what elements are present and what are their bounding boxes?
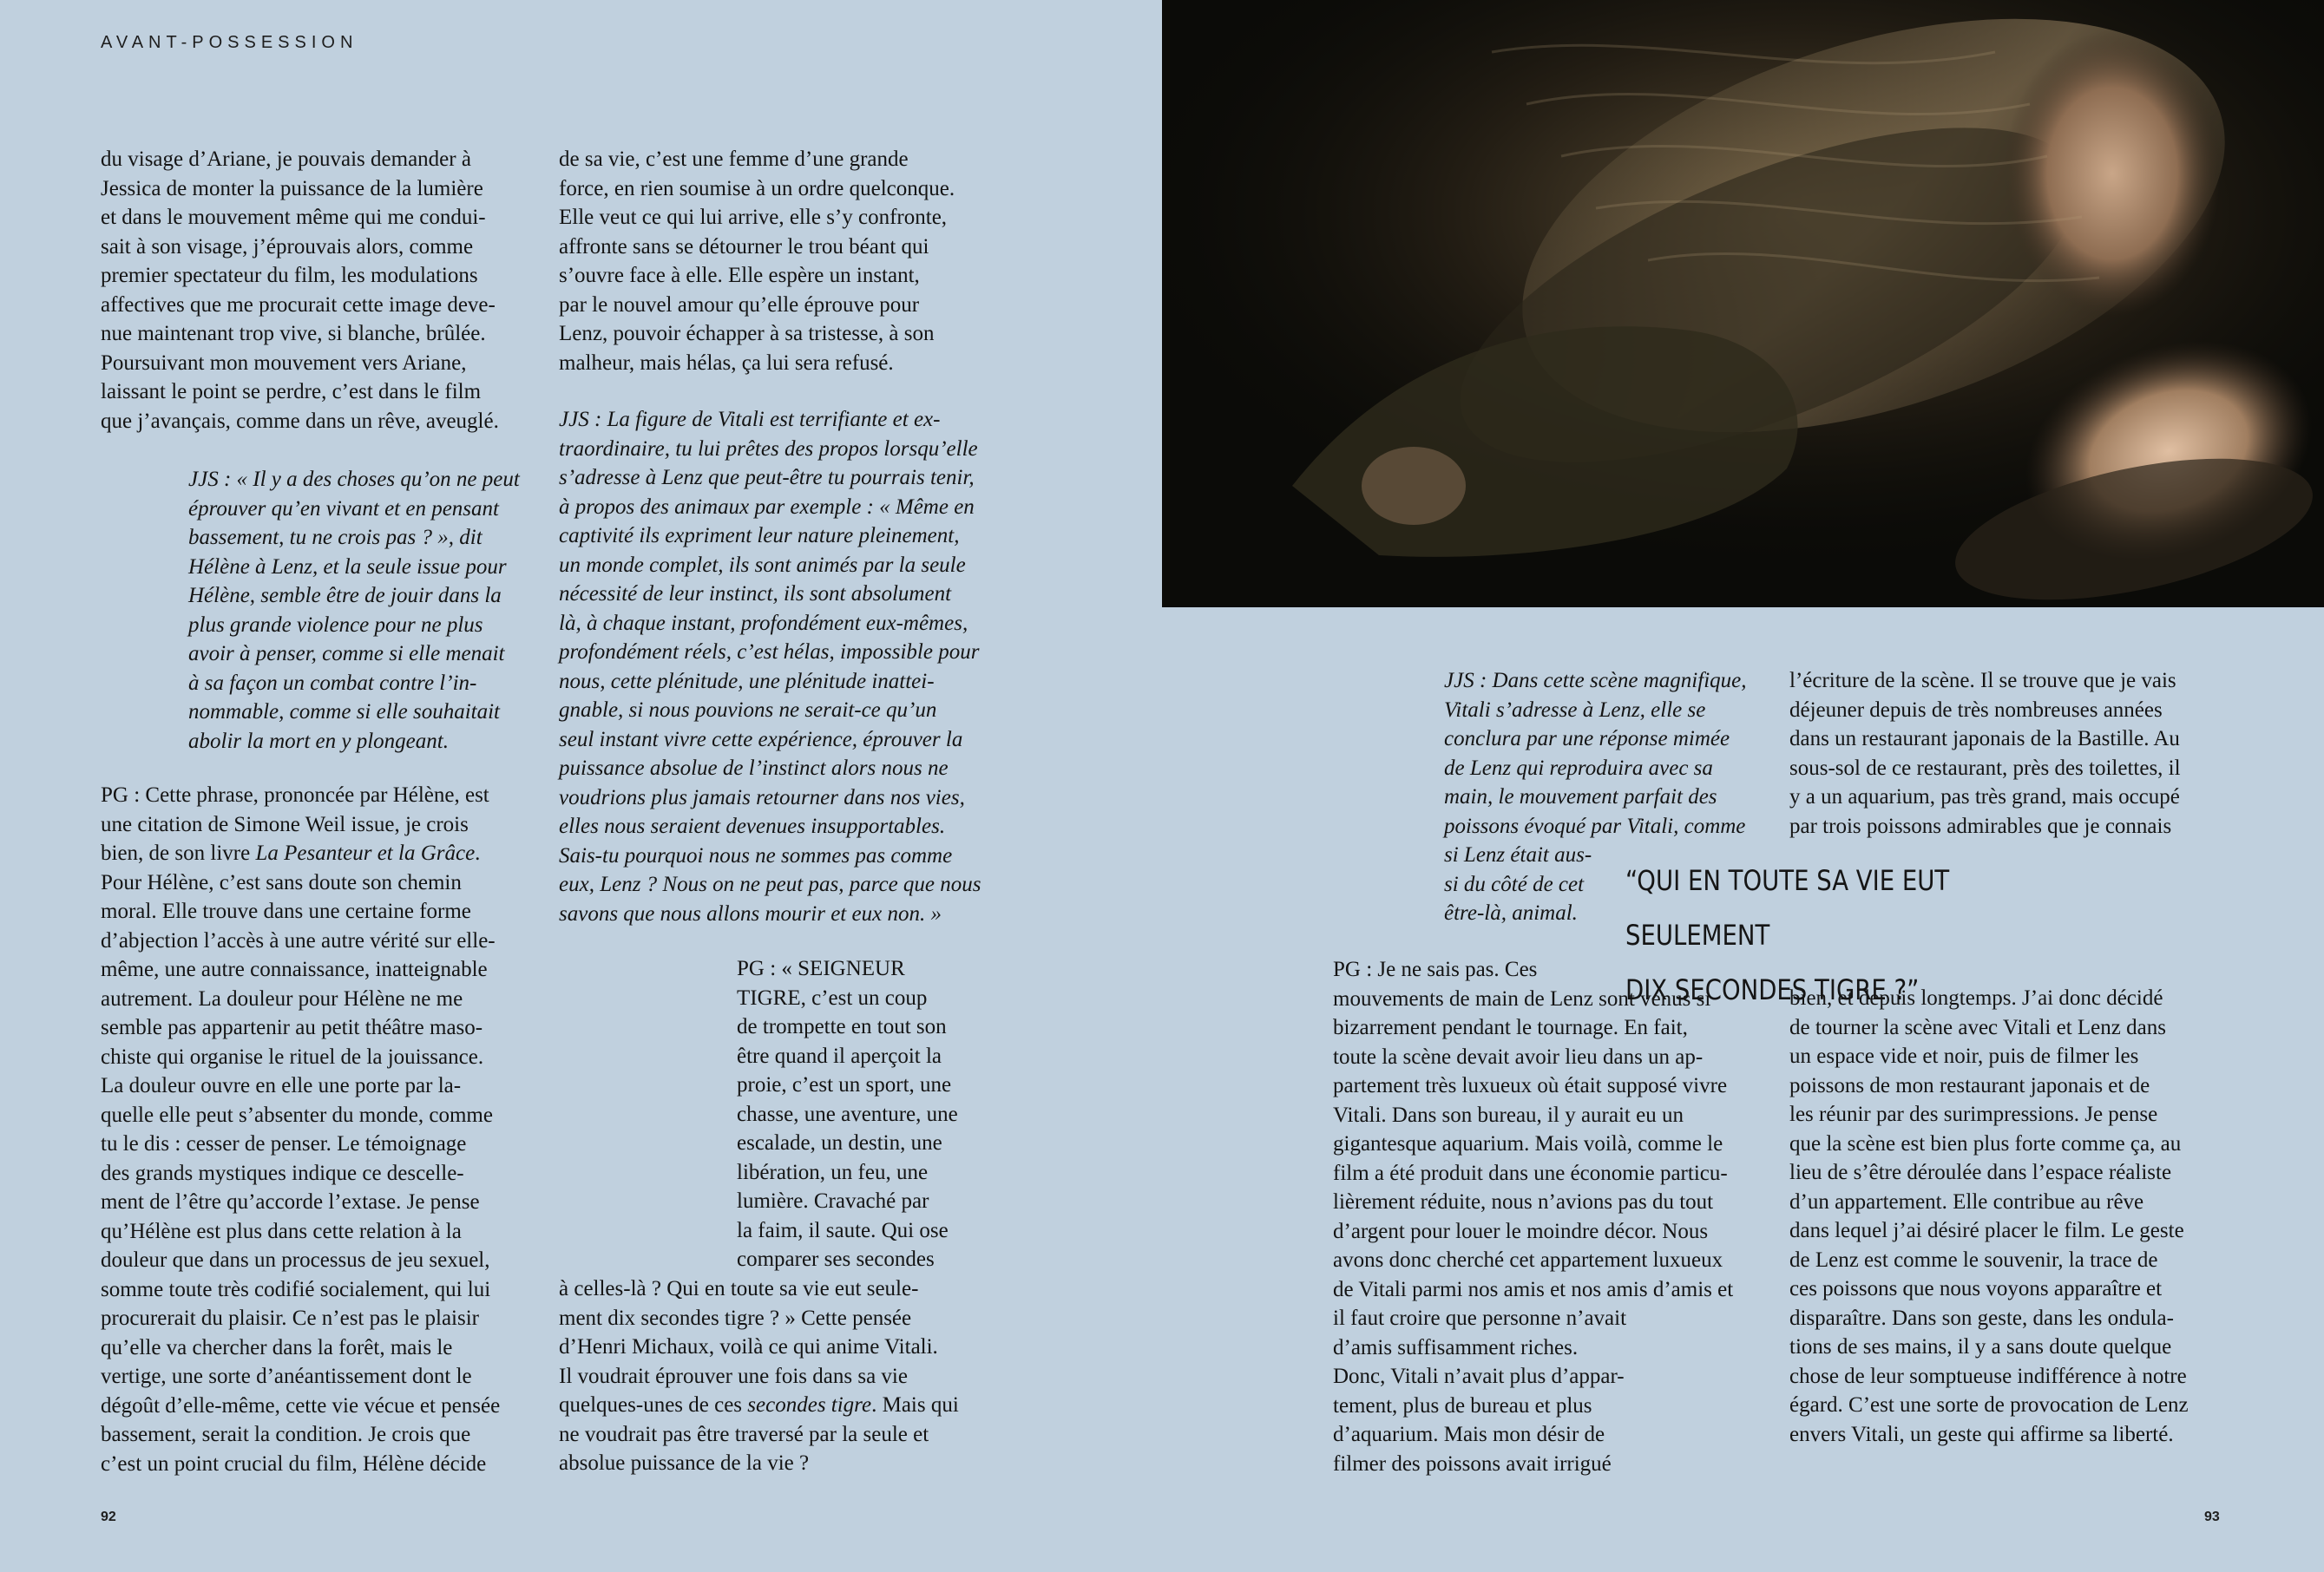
- text-line: Donc, Vitali n’avait plus d’appar-: [1333, 1365, 1625, 1388]
- text-line: à propos des animaux par exemple : « Même en: [559, 495, 975, 519]
- text-line: si du côté de cet: [1444, 872, 1585, 896]
- text-line: de Lenz qui reproduira avec sa: [1444, 756, 1713, 780]
- text-line: captivité ils expriment leur nature pleinement,: [559, 524, 960, 547]
- text-line: un espace vide et noir, puis de filmer les: [1789, 1045, 2139, 1068]
- text-line: avons donc cherché cet appartement luxueux: [1333, 1248, 1723, 1272]
- text-line: et dans le mouvement même qui me condui-: [101, 206, 486, 229]
- text-line: poissons évoqué par Vitali, comme: [1444, 814, 1746, 838]
- text-line: égard. C’est une sorte de provocation de Lenz: [1789, 1393, 2189, 1417]
- emphasis: secondes tigre: [747, 1393, 872, 1417]
- book-title: La Pesanteur et la Grâce: [255, 842, 476, 865]
- page-number-right: 93: [2204, 1510, 2220, 1524]
- pull-quote-line: DIX SECONDES TIGRE ?”: [1625, 973, 1920, 1006]
- text-line: Vitali s’adresse à Lenz, elle se: [1444, 698, 1706, 722]
- text-line: partement très luxueux où était supposé vivre: [1333, 1074, 1728, 1097]
- text-line: Sais-tu pourquoi nous ne sommes pas comme: [559, 843, 953, 868]
- text-line: seul instant vivre cette expérience, éprouver la: [559, 727, 963, 751]
- text-line: ne voudrait pas être traversé par la seule et: [559, 1422, 929, 1446]
- text-run: quelques-unes de ces: [559, 1393, 743, 1417]
- text-line: [101, 839, 535, 868]
- text-line: poissons de mon restaurant japonais et de: [1789, 1073, 2150, 1097]
- text-line: moral. Elle trouve dans une certaine forme: [101, 900, 471, 923]
- text-line: disparaître. Dans son geste, dans les ondula-: [1789, 1306, 2174, 1330]
- pull-quote-line: “QUI EN TOUTE SA VIE EUT SEULEMENT: [1625, 864, 1950, 952]
- text-line: puissance absolue de l’instinct alors nous ne: [559, 757, 949, 780]
- text-line: bizarrement pendant le tournage. En fait,: [1333, 1016, 1688, 1039]
- text-line: Pour Hélène, c’est sans doute son chemin: [101, 870, 462, 894]
- interview-question-2: [559, 405, 1001, 928]
- text-line: profondément réels, c’est hélas, impossible pour: [559, 640, 980, 664]
- text-line: de trompette en tout son: [737, 1015, 947, 1038]
- text-line: ment dix secondes tigre ? » Cette pensée: [559, 1306, 912, 1330]
- text-line: envers Vitali, un geste qui affirme sa liberté.: [1789, 1422, 2174, 1446]
- text-line: s’ouvre face à elle. Elle espère un instant,: [559, 264, 920, 287]
- text-line: de tourner la scène avec Vitali et Lenz dans: [1789, 1015, 2166, 1039]
- text-line: d’Henri Michaux, voilà ce qui anime Vitali.: [559, 1335, 938, 1359]
- text-line: TIGRE, c’est un coup: [737, 986, 928, 1010]
- text-line: La douleur ouvre en elle une porte par la-: [101, 1074, 462, 1097]
- text-line: malheur, mais hélas, ça lui sera refusé.: [559, 350, 894, 375]
- text-line: laissant le point se perdre, c’est dans le film: [101, 380, 482, 403]
- section-header: AVANT-POSSESSION: [101, 33, 358, 52]
- text-line: ment de l’être qu’accorde l’extase. Je pense: [101, 1190, 480, 1214]
- text-line: Poursuivant mon mouvement vers Ariane,: [101, 350, 467, 375]
- text-line: abolir la mort en y plongeant.: [188, 729, 449, 753]
- text-line: Hélène, semble être de jouir dans la: [188, 584, 502, 607]
- text-line: éprouver qu’en vivant et en pensant: [188, 496, 499, 521]
- text-line: elles nous seraient devenues insupportables.: [559, 815, 946, 838]
- text-line: quelle elle peut s’absenter du monde, comme: [101, 1103, 493, 1127]
- text-line: gnable, si nous pouvions ne serait-ce qu’un: [559, 698, 937, 722]
- text-line: mouvements de main de Lenz sont venus si: [1333, 986, 1711, 1011]
- text-line: même, une autre connaissance, inatteignable: [101, 958, 488, 981]
- column-2-end: [559, 1274, 1001, 1478]
- text-line: nue maintenant trop vive, si blanche, brûlée.: [101, 322, 486, 345]
- text-line: à celles-là ? Qui en toute sa vie eut seule-: [559, 1277, 919, 1300]
- text-run: bien, de son livre: [101, 842, 251, 865]
- text-line: procurerait du plaisir. Ce n’est pas le plaisir: [101, 1307, 479, 1330]
- text-line: libération, un feu, une: [737, 1160, 929, 1184]
- text-line: voudrions plus jamais retourner dans nos vies,: [559, 785, 965, 809]
- text-line: tement, plus de bureau et plus: [1333, 1393, 1592, 1418]
- text-line: que j’avançais, comme dans un rêve, aveuglé.: [101, 409, 499, 433]
- text-line: dégoût d’elle-même, cette vie vécue et pensée: [101, 1393, 501, 1418]
- text-line: Jessica de monter la puissance de la lumière: [101, 176, 483, 200]
- text-line: comparer ses secondes: [737, 1248, 935, 1271]
- column-4: [1789, 666, 2241, 841]
- text-line: des grands mystiques indique ce descelle-: [101, 1161, 464, 1185]
- film-still-image: [1162, 0, 2324, 607]
- text-line: s’adresse à Lenz que peut-être tu pourrais tenir,: [559, 466, 975, 489]
- text-line: d’un appartement. Elle contribue au rêve: [1789, 1189, 2144, 1214]
- text-line: Hélène à Lenz, et la seule issue pour: [188, 554, 507, 579]
- text-line: à sa façon un combat contre l’in-: [188, 671, 477, 695]
- text-line: PG : Cette phrase, prononcée par Hélène, est: [101, 783, 489, 807]
- film-still-photo: [1162, 0, 2324, 607]
- text-run: .: [475, 842, 481, 865]
- text-line: dans un restaurant japonais de la Bastille. Au: [1789, 727, 2180, 750]
- text-line: bassement, tu ne crois pas ? », dit: [188, 526, 483, 549]
- text-line: PG : « SEIGNEUR: [737, 957, 905, 980]
- text-line: plus grande violence pour ne plus: [188, 612, 483, 637]
- text-line: absolue puissance de la vie ?: [559, 1451, 810, 1475]
- text-line: par le nouvel amour qu’elle éprouve pour: [559, 292, 920, 317]
- text-line: là, à chaque instant, profondément eux-mêmes,: [559, 611, 968, 635]
- text-line: JJS : « Il y a des choses qu’on ne peut: [188, 468, 520, 491]
- text-line: déjeuner depuis de très nombreuses années: [1789, 698, 2163, 722]
- text-line: traordinaire, tu lui prêtes des propos lorsqu’elle: [559, 436, 978, 461]
- text-line: premier spectateur du film, les modulations: [101, 264, 478, 287]
- text-line: nous, cette plénitude, une plénitude inattei-: [559, 669, 935, 693]
- text-line: chasse, une aventure, une: [737, 1102, 958, 1126]
- text-line: de sa vie, c’est une femme d’une grande: [559, 147, 909, 171]
- text-line: main, le mouvement parfait des: [1444, 785, 1717, 809]
- text-line: si Lenz était aus-: [1444, 843, 1592, 867]
- text-line: chiste qui organise le rituel de la jouissance.: [101, 1045, 484, 1069]
- text-line: qu’elle va chercher dans la forêt, mais le: [101, 1335, 453, 1359]
- text-line: tions de ses mains, il y a sans doute quelque: [1789, 1335, 2172, 1359]
- text-line: un monde complet, ils sont animés par la seule: [559, 553, 966, 577]
- text-line: somme toute très codifié socialement, qui lui: [101, 1277, 491, 1301]
- text-line: lièrement réduite, nous n’avions pas du tout: [1333, 1190, 1714, 1214]
- text-line: la faim, il saute. Qui ose: [737, 1218, 949, 1242]
- text-line: semble pas appartenir au petit théâtre maso-: [101, 1016, 483, 1039]
- text-line: que la scène est bien plus forte comme ça, au: [1789, 1131, 2182, 1156]
- text-line: chose de leur somptueuse indifférence à notre: [1789, 1364, 2187, 1388]
- text-line: avoir à penser, comme si elle menait: [188, 642, 505, 665]
- column-4-continued: [1789, 984, 2241, 1449]
- text-line: affronte sans se détourner le trou béant qui: [559, 234, 929, 259]
- text-line: lumière. Cravaché par: [737, 1189, 929, 1213]
- text-line: les réunir par des surimpressions. Je pense: [1789, 1103, 2158, 1126]
- tiger-quote-block: [737, 954, 1006, 1274]
- text-line: de Lenz est comme le souvenir, la trace de: [1789, 1248, 2158, 1272]
- interview-question-1: [188, 465, 535, 756]
- text-line: l’écriture de la scène. Il se trouve que je vais: [1789, 669, 2176, 692]
- text-line: de Vitali parmi nos amis et nos amis d’amis et: [1333, 1277, 1734, 1301]
- text-line: une citation de Simone Weil issue, je crois: [101, 812, 469, 836]
- text-line: il faut croire que personne n’avait: [1333, 1307, 1627, 1330]
- text-line: ces poissons que nous voyons apparaître et: [1789, 1277, 2163, 1300]
- text-line: nécessité de leur instinct, ils sont absolument: [559, 582, 952, 606]
- text-line: par trois poissons admirables que je connais: [1789, 814, 2172, 838]
- text-line: proie, c’est un sport, une: [737, 1073, 952, 1097]
- text-line: tu le dis : cesser de penser. Le témoignage: [101, 1132, 467, 1156]
- text-line: force, en rien soumise à un ordre quelconque.: [559, 176, 955, 200]
- page-number-left: 92: [101, 1510, 116, 1524]
- text-line: Vitali. Dans son bureau, il y aurait eu un: [1333, 1103, 1684, 1127]
- text-line: vertige, une sorte d’anéantissement dont le: [101, 1365, 472, 1388]
- text-line: conclura par une réponse mimée: [1444, 727, 1730, 750]
- text-line: qu’Hélène est plus dans cette relation à la: [101, 1219, 462, 1243]
- interview-answer-3: [1333, 955, 1767, 1478]
- text-line: sous-sol de ce restaurant, près des toilettes, il: [1789, 756, 2181, 780]
- text-line: bien, et depuis longtemps. J’ai donc décidé: [1789, 986, 2163, 1010]
- text-line: Lenz, pouvoir échapper à sa tristesse, à son: [559, 322, 935, 345]
- text-line: y a un aquarium, pas très grand, mais occupé: [1789, 785, 2180, 809]
- text-line: affectives que me procurait cette image deve-: [101, 292, 496, 317]
- text-line: film a été produit dans une économie particu-: [1333, 1161, 1728, 1185]
- text-line: filmer des poissons avait irrigué: [1333, 1451, 1612, 1476]
- text-line: savons que nous allons mourir et eux non. »: [559, 901, 942, 926]
- text-line: bassement, serait la condition. Je crois que: [101, 1423, 471, 1446]
- text-line: c’est un point crucial du film, Hélène décide: [101, 1451, 487, 1476]
- text-line: gigantesque aquarium. Mais voilà, comme le: [1333, 1132, 1723, 1156]
- text-line: [559, 1391, 1001, 1420]
- text-line: d’aquarium. Mais mon désir de: [1333, 1423, 1605, 1446]
- text-line: JJS : Dans cette scène magnifique,: [1444, 669, 1747, 692]
- text-line: eux, Lenz ? Nous on ne peut pas, parce que nous: [559, 873, 981, 896]
- text-line: autrement. La douleur pour Hélène ne me: [101, 986, 463, 1011]
- text-line: nommable, comme si elle souhaitait: [188, 700, 500, 724]
- text-line: être-là, animal.: [1444, 901, 1578, 925]
- text-line: JJS : La figure de Vitali est terrifiante et ex-: [559, 408, 941, 431]
- text-run: . Mais qui: [871, 1393, 959, 1417]
- text-line: sait à son visage, j’éprouvais alors, comme: [101, 234, 474, 259]
- column-1: [101, 145, 535, 436]
- text-line: être quand il aperçoit la: [737, 1044, 942, 1068]
- text-line: d’argent pour louer le moindre décor. Nous: [1333, 1219, 1709, 1243]
- text-line: du visage d’Ariane, je pouvais demander à: [101, 147, 471, 171]
- text-line: dans lequel j’ai désiré placer le film. Le geste: [1789, 1219, 2184, 1242]
- text-line: d’amis suffisamment riches.: [1333, 1335, 1579, 1359]
- column-2: [559, 145, 1001, 377]
- text-line: PG : Je ne sais pas. Ces: [1333, 958, 1538, 981]
- text-line: d’abjection l’accès à une autre vérité sur elle-: [101, 928, 496, 953]
- text-line: Elle veut ce qui lui arrive, elle s’y confronte,: [559, 206, 948, 229]
- interview-answer-1: [101, 781, 535, 1478]
- text-line: Il voudrait éprouver une fois dans sa vie: [559, 1364, 908, 1388]
- text-line: escalade, un destin, une: [737, 1131, 942, 1155]
- text-line: lieu de s’être déroulée dans l’espace réaliste: [1789, 1161, 2172, 1184]
- text-line: toute la scène devait avoir lieu dans un ap-: [1333, 1045, 1704, 1069]
- text-line: douleur que dans un processus de jeu sexuel,: [101, 1248, 490, 1272]
